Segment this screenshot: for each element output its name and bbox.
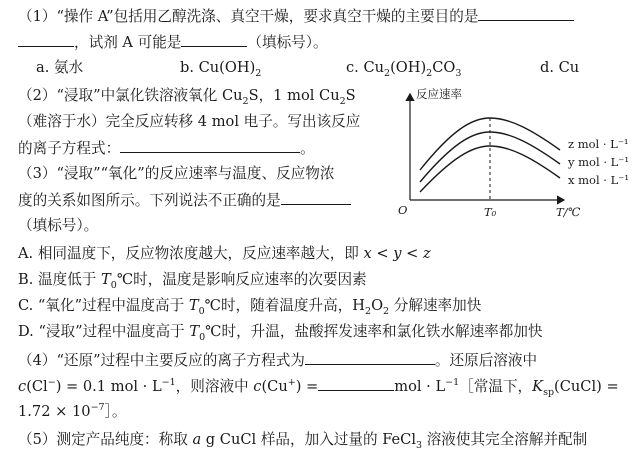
q1-blank-1-cont[interactable] — [18, 32, 74, 47]
q3-option-b: B. 温度低于 $T_0℃$时，温度是影响反应速率的次要因素 — [18, 271, 367, 291]
q1-blank-1[interactable] — [478, 6, 574, 21]
legend-x: x mol · L⁻¹ — [568, 173, 629, 187]
q4-blank-2[interactable] — [318, 376, 394, 391]
q3-line1: （3）“浸取”“氧化”的反应速率与温度、反应物浓 — [18, 165, 335, 182]
q1-text: （1）“操作 A”包括用乙醇洗涤、真空干燥，要求真空干燥的主要目的是 — [18, 8, 479, 25]
q4-line3: $1.72 \times 10^{-7}]$。 — [18, 402, 127, 420]
q3-line2: 度的关系如图所示。下列说法不正确的是 — [18, 190, 351, 211]
q1-option-d: d. Cu — [540, 59, 580, 76]
q4-blank-1[interactable] — [305, 350, 435, 365]
t0-label: T₀ — [484, 205, 497, 219]
q2-line2: （难溶于水）完全反应转移 4 mol 电子。写出该反应 — [18, 113, 361, 130]
q1-option-a: a. 氨水 — [36, 59, 84, 76]
q1-text-3: （填标号）。 — [247, 34, 328, 51]
q2-line3: 的离子方程式： 。 — [18, 140, 315, 157]
q1-line1 — [18, 6, 574, 27]
q1-option-b: b. $Cu(OH)_2$ — [180, 59, 262, 79]
q1-option-c: c. $Cu_2(OH)_2CO_3$ — [346, 59, 462, 79]
y-axis-label: 反应速率 — [416, 87, 462, 101]
q3-option-a: A. 相同温度下，反应物浓度越大，反应速率越大，即 x < y < z — [18, 245, 431, 262]
legend-z: z mol · L⁻¹ — [568, 137, 629, 151]
q1-text-2: ，试剂 A 可能是 — [74, 34, 182, 51]
q3-option-c: C. “氧化”过程中温度高于 $T_0℃$时，随着温度升高，$H_2O_2$ 分解速率加快 — [18, 297, 482, 317]
origin-label: O — [398, 203, 408, 217]
q1-line2 — [18, 32, 328, 53]
q3-option-d: D. “浸取”过程中温度高于 $T_0℃$时，升温，盐酸挥发速率和氯化铁水解速率都加快 — [18, 323, 543, 343]
q3-blank[interactable] — [281, 190, 351, 205]
q1-blank-2[interactable] — [181, 32, 247, 47]
q4-line2: c(Cl−) = 0.1 mol · $L^{-1}$，则溶液中 c(Cu+) = mol · $L^{-1}[$常温下，$K_{sp}(CuCl)$ = — [18, 377, 619, 398]
legend-y: y mol · L⁻¹ — [568, 155, 629, 169]
q2-line1: （2）“浸取”中氯化铁溶液氧化 $Cu_2S$，1 mol $Cu_2S$ — [18, 87, 356, 107]
x-axis-label: T/℃ — [556, 205, 581, 219]
q4-line1: （4）“还原”过程中主要反应的离子方程式为 。还原后溶液中 — [18, 352, 538, 369]
q5-line1: （5）测定产品纯度：称取 a g CuCl 样品，加入过量的 FeCl$_3$ 溶液使其完全溶解并配制 — [18, 431, 588, 451]
q3-line3: （填标号）。 — [18, 217, 99, 234]
rate-temperature-chart — [392, 84, 638, 224]
q2-blank[interactable] — [120, 138, 300, 153]
